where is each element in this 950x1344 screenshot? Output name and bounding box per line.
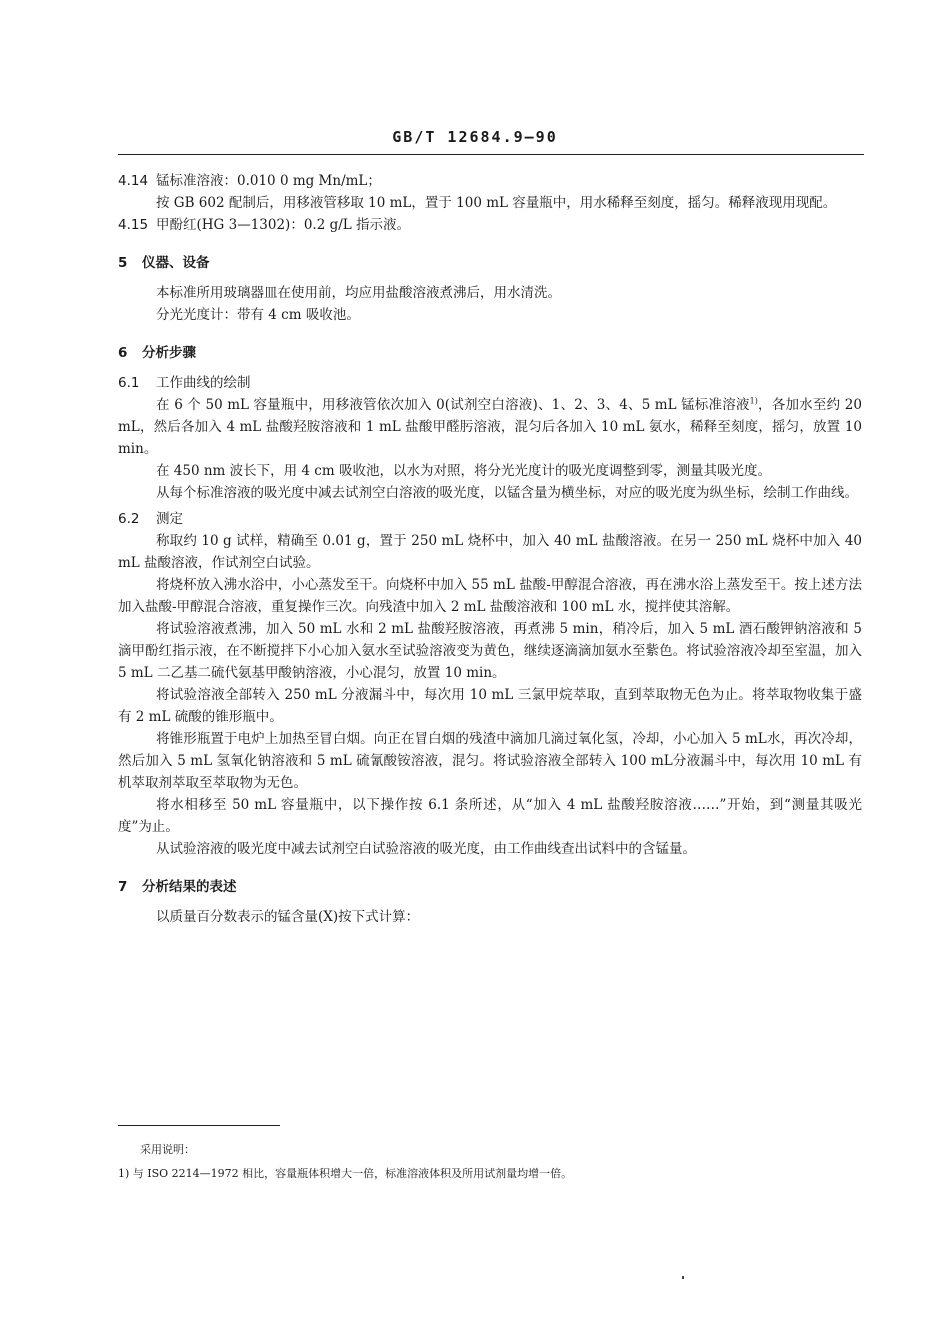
subsection-number: 6.1: [118, 375, 140, 391]
page-header: [0, 128, 950, 146]
scan-speck: [682, 1276, 684, 1279]
section-5-heading: [118, 252, 862, 274]
subsection-6-2-paragraph: 将试验溶液全部转入 250 mL 分液漏斗中，每次用 10 mL 三氯甲烷萃取，直到萃取物无色为止。将萃取物收集于盛有 2 mL 硫酸的锥形瓶中。: [118, 687, 862, 725]
subsection-6-1-paragraph: 从每个标准溶液的吸光度中减去试剂空白溶液的吸光度，以锰含量为横坐标，对应的吸光度为纵坐标，绘制工作曲线。: [156, 485, 858, 501]
section-7-heading: [118, 876, 862, 898]
section-7-paragraph: 以质量百分数表示的锰含量(X)按下式计算：: [156, 909, 420, 925]
document-body: [118, 170, 862, 928]
subsection-6-1-heading: [118, 372, 862, 394]
section-6-heading: [118, 342, 862, 364]
subsection-6-2-paragraph: 将水相移至 50 mL 容量瓶中，以下操作按 6.1 条所述，从“加入 4 mL 盐酸羟胺溶液……”开始，到“测量其吸光度”为止。: [118, 797, 862, 835]
footnote-divider: [118, 1125, 280, 1126]
subsection-number: 6.2: [118, 511, 140, 527]
section-number: 5: [118, 255, 128, 271]
subsection-6-2-heading: [118, 508, 862, 530]
standard-code: GB/T 12684.9—90: [392, 128, 558, 146]
footnote-text: 1) 与 ISO 2214—1972 相比，容量瓶体积增大一倍，标准溶液体积及所用试剂量均增一倍。: [118, 1167, 573, 1180]
clause-4-14-detail: 按 GB 602 配制后，用移液管移取 10 mL，置于 100 mL 容量瓶中，用水稀释至刻度，摇匀。稀释液现用现配。: [156, 195, 837, 211]
section-5-paragraph: 本标准所用玻璃器皿在使用前，均应用盐酸溶液煮沸后，用水清洗。: [156, 285, 561, 301]
section-title: 仪器、设备: [142, 255, 210, 271]
footnote-marker: 1): [749, 396, 758, 406]
subsection-6-1-paragraph: 在 450 nm 波长下，用 4 cm 吸收池，以水为对照，将分光光度计的吸光度调整到零，测量其吸光度。: [156, 463, 771, 479]
clause-4-14: [118, 170, 862, 192]
paragraph-text: 在 6 个 50 mL 容量瓶中，用移液管依次加入 0(试剂空白溶液)、1、2、3、4、5 mL 锰标准溶液: [156, 397, 750, 413]
subsection-6-1-paragraph: [118, 394, 862, 460]
section-title: 分析结果的表述: [142, 879, 237, 895]
clause-text: 甲酚红(HG 3—1302)：0.2 g/L 指示液。: [156, 217, 411, 233]
paragraph-text: ，各加水至约 20 mL，然后各加入 4 mL 盐酸羟胺溶液和 1 mL 盐酸甲醛肟溶液，混匀后各加入 10 mL 氨水，稀释至刻度，摇匀，放置 10 min。: [118, 397, 862, 457]
subsection-title: 测定: [156, 511, 183, 527]
section-number: 7: [118, 879, 128, 895]
section-number: 6: [118, 345, 128, 361]
subsection-6-2-paragraph: 将试验溶液煮沸，加入 50 mL 水和 2 mL 盐酸羟胺溶液，再煮沸 5 min，稍冷后，加入 5 mL 酒石酸钾钠溶液和 5 滴甲酚红指示液，在不断搅拌下小心加入氨水至试验溶液变为黄色，继续逐滴滴加氨水至紫色。将试验溶液冷却至室温，加入 5 mL 二乙基二硫代氨基甲酸钠溶液，小心混匀，放置 10 min。: [118, 621, 862, 681]
footnote-label: 采用说明：: [140, 1143, 195, 1156]
subsection-6-2-paragraph: 从试验溶液的吸光度中减去试剂空白试验溶液的吸光度，由工作曲线查出试料中的含锰量。: [156, 841, 696, 857]
clause-number: 4.15: [118, 217, 149, 233]
section-title: 分析步骤: [142, 345, 196, 361]
subsection-6-2-paragraph: 将烧杯放入沸水浴中，小心蒸发至干。向烧杯中加入 55 mL 盐酸-甲醇混合溶液，再在沸水浴上蒸发至干。按上述方法加入盐酸-甲醇混合溶液，重复操作三次。向残渣中加入 2 mL 盐酸溶液和 100 mL 水，搅拌使其溶解。: [118, 577, 862, 615]
subsection-6-2-paragraph: 称取约 10 g 试样，精确至 0.01 g，置于 250 mL 烧杯中，加入 40 mL 盐酸溶液。在另一 250 mL 烧杯中加入 40 mL 盐酸溶液，作试剂空白试验。: [118, 533, 862, 571]
subsection-6-2-paragraph: 将锥形瓶置于电炉上加热至冒白烟。向正在冒白烟的残渣中滴加几滴过氧化氢，冷却，小心加入 5 mL水，再次冷却，然后加入 5 mL 氢氧化钠溶液和 5 mL 硫氰酸铵溶液，混匀。将试验溶液全部转入 100 mL分液漏斗中，每次用 10 mL 有机萃取剂萃取至萃取物为无色。: [118, 731, 862, 791]
subsection-title: 工作曲线的绘制: [156, 375, 251, 391]
clause-4-15: [118, 214, 862, 236]
header-divider: [118, 154, 864, 155]
clause-text: 锰标准溶液：0.010 0 mg Mn/mL；: [156, 173, 381, 189]
clause-number: 4.14: [118, 173, 149, 189]
section-5-paragraph: 分光光度计：带有 4 cm 吸收池。: [156, 307, 360, 323]
